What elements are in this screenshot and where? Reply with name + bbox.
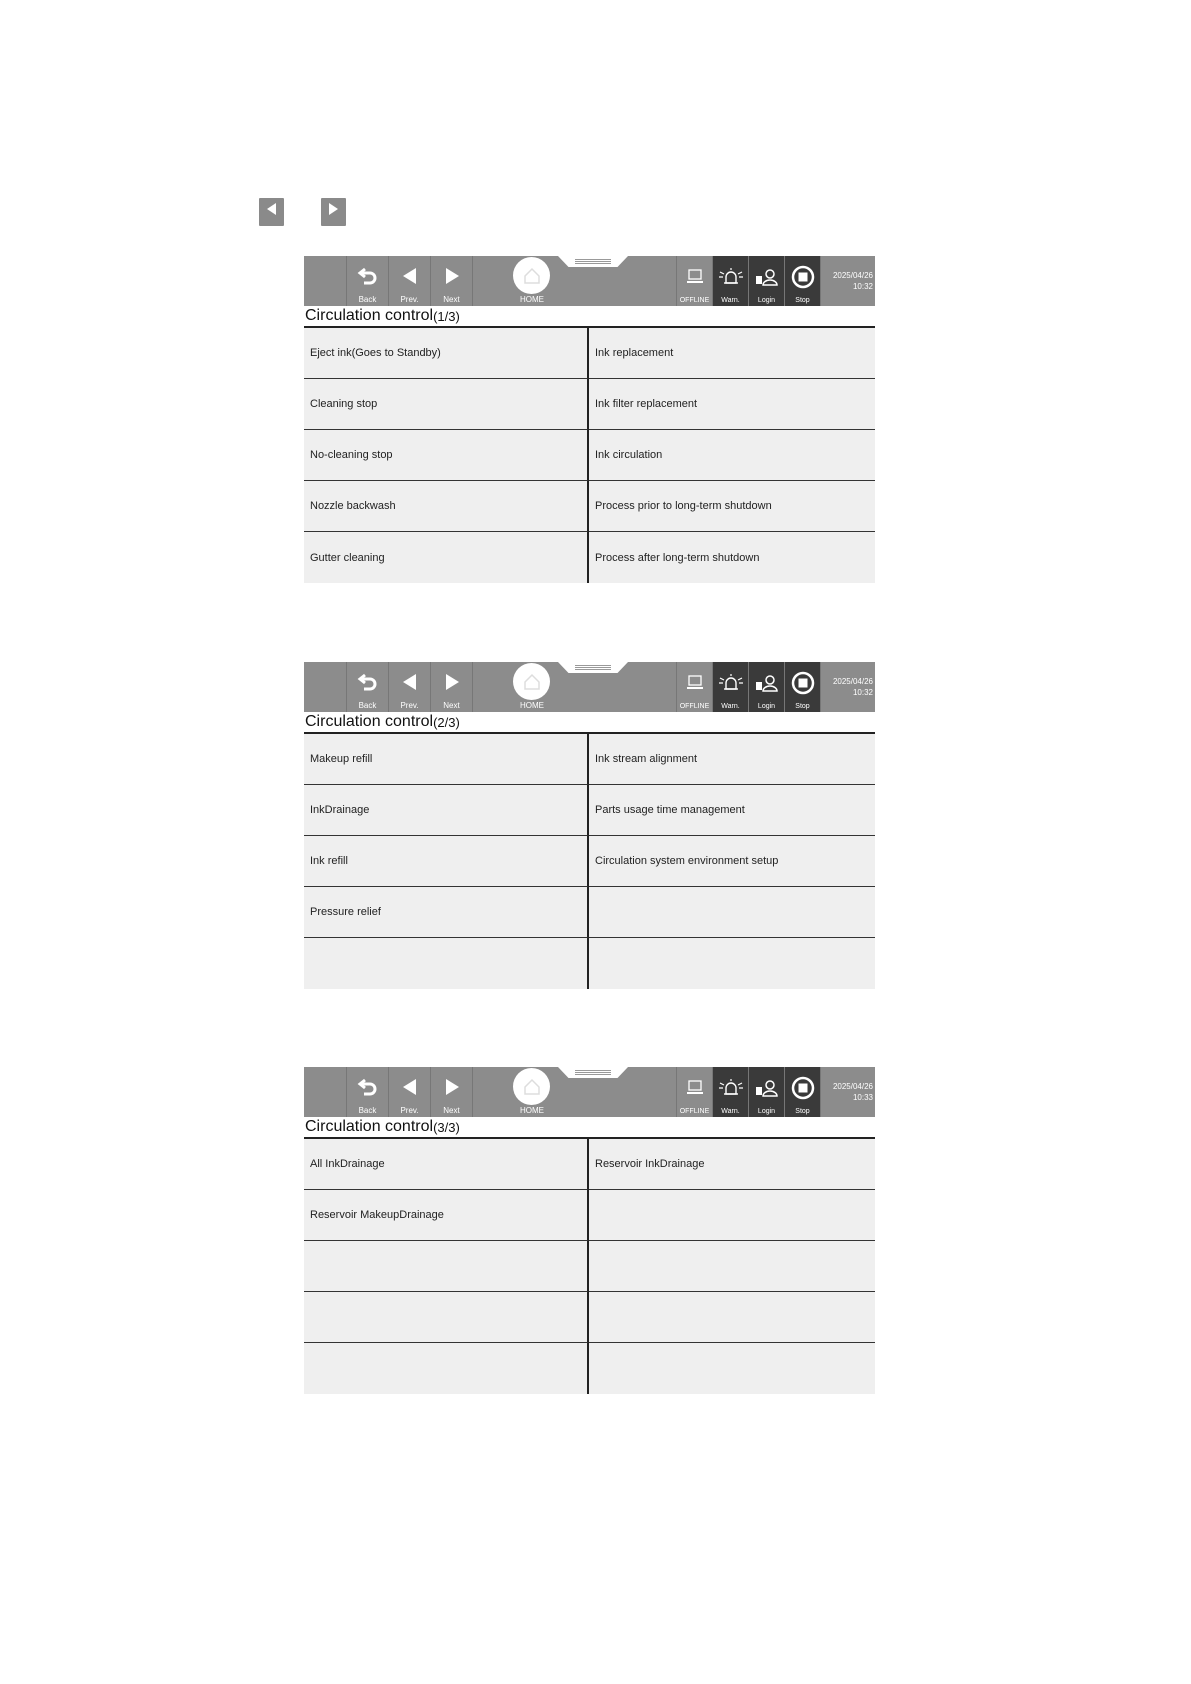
login-button[interactable] <box>748 256 784 306</box>
pull-down-handle[interactable] <box>558 1067 628 1078</box>
date-text: 2025/04/26 <box>832 271 873 280</box>
stop-button[interactable] <box>784 662 820 712</box>
triangle-right-icon <box>442 672 462 692</box>
menu-grid <box>304 734 875 989</box>
page-indicator: (1/3) <box>433 308 460 324</box>
menu-item[interactable] <box>589 1241 875 1292</box>
menu-item[interactable]: Cleaning stop <box>304 379 589 430</box>
time-text: 10:32 <box>852 688 873 697</box>
menu-item[interactable]: Parts usage time management <box>589 785 875 836</box>
home-circle <box>513 257 550 294</box>
menu-item[interactable]: Eject ink(Goes to Standby) <box>304 328 589 379</box>
alarm-bell-icon <box>718 673 744 693</box>
login-button[interactable] <box>748 662 784 712</box>
offline-label: OFFLINE <box>679 297 710 304</box>
circulation-screen-3 <box>304 1067 875 1394</box>
stop-button[interactable] <box>784 1067 820 1117</box>
triangle-left-icon <box>267 203 276 215</box>
next-label: Next <box>443 295 460 304</box>
computer-icon <box>686 674 704 692</box>
triangle-right-icon <box>442 1077 462 1097</box>
datetime-display <box>820 1067 875 1117</box>
warning-button[interactable] <box>712 1067 748 1117</box>
previous-page-button[interactable] <box>259 198 284 226</box>
user-login-icon <box>754 267 780 287</box>
warning-label: Warn. <box>721 703 740 710</box>
back-arrow-icon <box>356 670 380 694</box>
back-arrow-icon <box>356 264 380 288</box>
menu-item[interactable]: No-cleaning stop <box>304 430 589 481</box>
next-label: Next <box>443 701 460 710</box>
menu-item[interactable]: Ink stream alignment <box>589 734 875 785</box>
next-button[interactable] <box>431 662 473 712</box>
prev-button[interactable] <box>389 1067 431 1117</box>
offline-indicator[interactable] <box>676 662 712 712</box>
prev-label: Prev. <box>400 295 419 304</box>
user-login-icon <box>754 1078 780 1098</box>
alarm-bell-icon <box>718 267 744 287</box>
back-label: Back <box>358 295 377 304</box>
date-text: 2025/04/26 <box>832 1082 873 1091</box>
menu-item[interactable]: Nozzle backwash <box>304 481 589 532</box>
menu-item[interactable]: Process after long-term shutdown <box>589 532 875 583</box>
house-icon <box>522 266 542 286</box>
next-button[interactable] <box>431 256 473 306</box>
date-text: 2025/04/26 <box>832 677 873 686</box>
menu-item[interactable]: InkDrainage <box>304 785 589 836</box>
menu-item[interactable]: Reservoir InkDrainage <box>589 1139 875 1190</box>
page-title <box>304 306 875 328</box>
menu-item[interactable] <box>304 938 589 989</box>
offline-label: OFFLINE <box>679 1108 710 1115</box>
toolbar-spacer <box>304 256 347 306</box>
prev-button[interactable] <box>389 256 431 306</box>
toolbar <box>304 256 875 306</box>
back-label: Back <box>358 701 377 710</box>
home-label: HOME <box>520 701 544 710</box>
menu-item[interactable] <box>589 938 875 989</box>
title-text: Circulation control <box>305 307 434 324</box>
offline-indicator[interactable] <box>676 1067 712 1117</box>
home-label: HOME <box>520 1106 544 1115</box>
back-button[interactable] <box>347 1067 389 1117</box>
warning-label: Warn. <box>721 297 740 304</box>
menu-item[interactable]: Ink replacement <box>589 328 875 379</box>
circulation-screen-1 <box>304 256 875 583</box>
menu-item[interactable]: Ink filter replacement <box>589 379 875 430</box>
alarm-bell-icon <box>718 1078 744 1098</box>
toolbar-spacer <box>304 1067 347 1117</box>
page-indicator: (3/3) <box>433 1119 460 1135</box>
back-arrow-icon <box>356 1075 380 1099</box>
stop-label: Stop <box>795 297 810 304</box>
stop-icon <box>791 671 815 695</box>
title-text: Circulation control <box>305 713 434 730</box>
stop-icon <box>791 1076 815 1100</box>
login-button[interactable] <box>748 1067 784 1117</box>
title-text: Circulation control <box>305 1118 434 1135</box>
next-page-button[interactable] <box>321 198 346 226</box>
menu-item[interactable]: Gutter cleaning <box>304 532 589 583</box>
home-button[interactable] <box>473 256 673 306</box>
pull-down-handle[interactable] <box>558 662 628 673</box>
menu-item[interactable]: Pressure relief <box>304 887 589 938</box>
toolbar-spacer <box>304 662 347 712</box>
stop-label: Stop <box>795 703 810 710</box>
next-button[interactable] <box>431 1067 473 1117</box>
menu-item[interactable] <box>589 887 875 938</box>
login-label: Login <box>757 297 776 304</box>
time-text: 10:32 <box>852 282 873 291</box>
menu-item[interactable]: Ink refill <box>304 836 589 887</box>
page-title <box>304 712 875 734</box>
menu-item[interactable] <box>304 1292 589 1343</box>
menu-item[interactable]: Reservoir MakeupDrainage <box>304 1190 589 1241</box>
datetime-display <box>820 662 875 712</box>
menu-item[interactable]: Circulation system environment setup <box>589 836 875 887</box>
triangle-right-icon <box>442 266 462 286</box>
home-button[interactable] <box>473 1067 673 1117</box>
time-text: 10:33 <box>852 1093 873 1102</box>
offline-label: OFFLINE <box>679 703 710 710</box>
warning-label: Warn. <box>721 1108 740 1115</box>
menu-item[interactable]: All InkDrainage <box>304 1139 589 1190</box>
prev-label: Prev. <box>400 701 419 710</box>
house-icon <box>522 672 542 692</box>
warning-button[interactable] <box>712 256 748 306</box>
next-label: Next <box>443 1106 460 1115</box>
menu-item[interactable] <box>304 1343 589 1394</box>
page-title <box>304 1117 875 1139</box>
login-label: Login <box>757 1108 776 1115</box>
computer-icon <box>686 1079 704 1097</box>
toolbar <box>304 1067 875 1117</box>
offline-indicator[interactable] <box>676 256 712 306</box>
user-login-icon <box>754 673 780 693</box>
home-label: HOME <box>520 295 544 304</box>
house-icon <box>522 1077 542 1097</box>
stop-icon <box>791 265 815 289</box>
back-button[interactable] <box>347 662 389 712</box>
page-indicator: (2/3) <box>433 714 460 730</box>
back-button[interactable] <box>347 256 389 306</box>
menu-item[interactable]: Ink circulation <box>589 430 875 481</box>
triangle-left-icon <box>400 672 420 692</box>
menu-item[interactable] <box>589 1343 875 1394</box>
menu-item[interactable] <box>304 1241 589 1292</box>
home-circle <box>513 663 550 700</box>
prev-button[interactable] <box>389 662 431 712</box>
pull-down-handle[interactable] <box>558 256 628 267</box>
login-label: Login <box>757 703 776 710</box>
menu-item[interactable]: Makeup refill <box>304 734 589 785</box>
back-label: Back <box>358 1106 377 1115</box>
circulation-screen-2 <box>304 662 875 989</box>
prev-label: Prev. <box>400 1106 419 1115</box>
menu-grid <box>304 328 875 583</box>
stop-label: Stop <box>795 1108 810 1115</box>
menu-item[interactable] <box>589 1292 875 1343</box>
triangle-left-icon <box>400 1077 420 1097</box>
triangle-right-icon <box>329 203 338 215</box>
datetime-display <box>820 256 875 306</box>
warning-button[interactable] <box>712 662 748 712</box>
home-circle <box>513 1068 550 1105</box>
stop-button[interactable] <box>784 256 820 306</box>
menu-item[interactable] <box>589 1190 875 1241</box>
menu-grid <box>304 1139 875 1394</box>
menu-item[interactable]: Process prior to long-term shutdown <box>589 481 875 532</box>
home-button[interactable] <box>473 662 673 712</box>
toolbar <box>304 662 875 712</box>
triangle-left-icon <box>400 266 420 286</box>
computer-icon <box>686 268 704 286</box>
